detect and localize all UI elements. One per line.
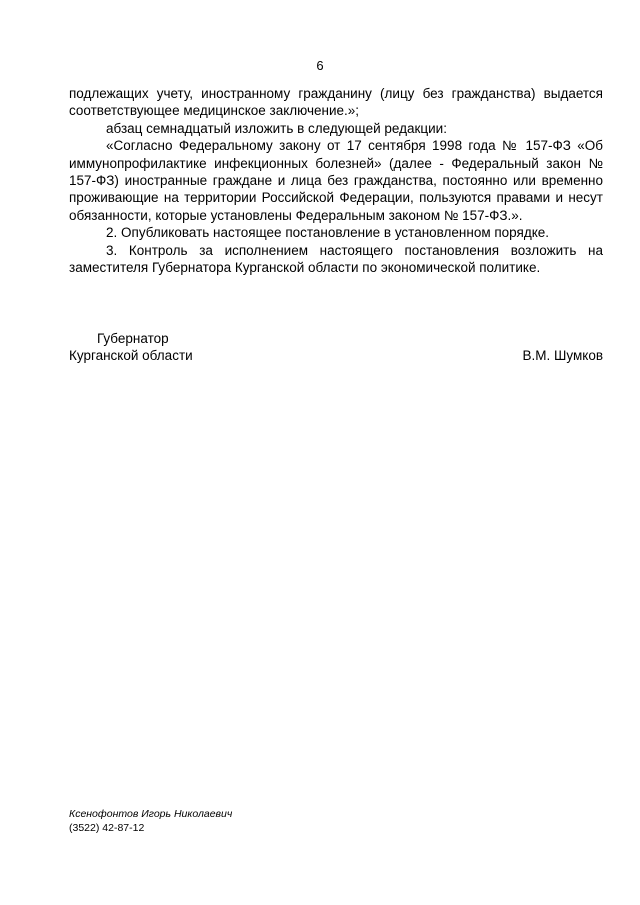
signature-block [69,330,603,365]
paragraph-amendment-text: «Согласно Федеральному закону от 17 сентября 1998 года № 157-ФЗ «Об иммунопрофилактике инфекционных болезней» (далее - Федеральный закон № 157-ФЗ) иностранные граждане и лица без гражданства, постоянно или временно проживающие на территории Российской Федерации, пользуются правами и несут обязанности, которые установлены Федеральным законом № 157-ФЗ.». [69,138,603,223]
signatory-name: В.М. Шумков [522,348,603,364]
paragraph-item-3: 3. Контроль за исполнением настоящего постановления возложить на заместителя Губернатора Курганской области по экономической политике. [69,242,603,276]
signature-row [69,347,603,364]
executor-phone: (3522) 42-87-12 [69,822,145,834]
paragraph-item-2: 2. Опубликовать настоящее постановление в установленном порядке. [106,225,550,241]
signatory-title: Губернатор [97,331,169,346]
paragraph-amendment-intro: абзац семнадцатый изложить в следующей редакции: [106,120,447,136]
paragraph-continuation: подлежащих учету, иностранному гражданину (лицу без гражданства) выдается соответствующее медицинское заключение.»; [69,86,603,119]
page-number: 6 [316,58,324,73]
document-body [69,85,603,276]
executor-footer [69,807,232,835]
executor-name: Ксенофонтов Игорь Николаевич [69,808,233,820]
signatory-region: Курганской области [69,348,193,364]
